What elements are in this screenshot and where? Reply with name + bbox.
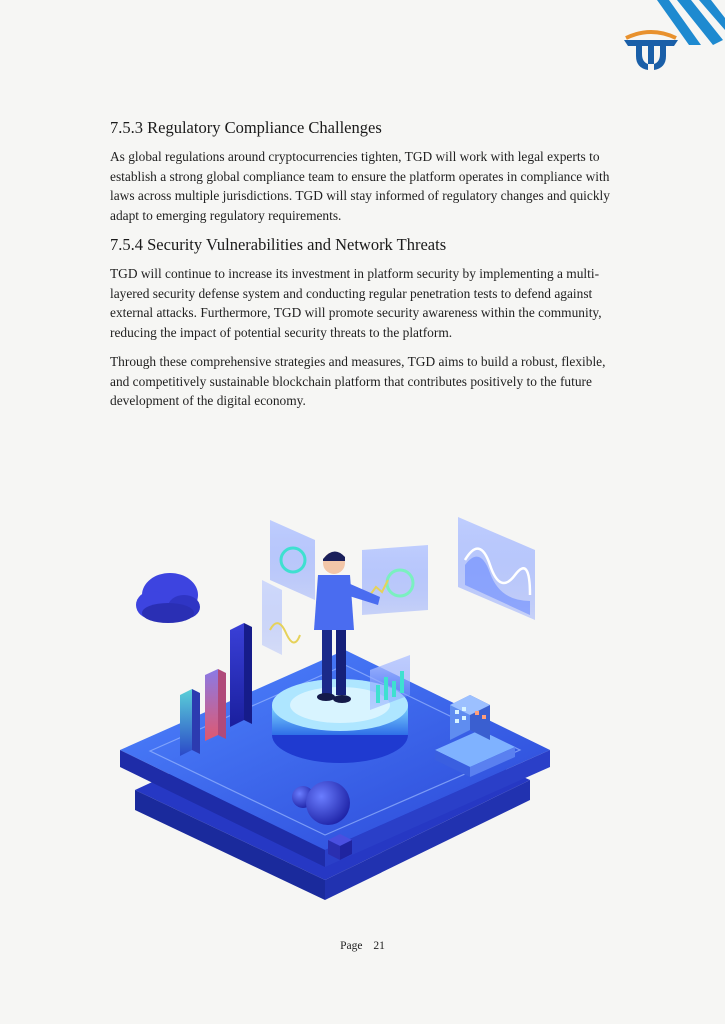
page-footer [0,940,725,952]
section-heading-security: 7.5.4 Security Vulnerabilities and Network Threats [110,235,447,254]
tgd-logo [620,24,682,72]
isometric-tech-illustration [110,505,560,915]
page-number: 21 [373,940,385,952]
paragraph-security: TGD will continue to increase its investment in platform security by implementing a multi-layered security defense system and conducting regular penetration tests to defend against external attacks. Furthermore, TGD will promote security awareness within the community, reducing the impact of potential security threats to the platform. [110,266,602,340]
section-heading-regulatory: 7.5.3 Regulatory Compliance Challenges [110,118,382,137]
page-label: Page [340,940,363,952]
paragraph-conclusion: Through these comprehensive strategies and measures, TGD aims to build a robust, flexible, and competitively sustainable blockchain platform that contributes positively to the future development of the digital economy. [110,354,606,408]
floating-gauge-panel [262,520,315,655]
floating-line-chart-panel [458,517,535,620]
floating-screen-panel [362,545,428,615]
paragraph-regulatory: As global regulations around cryptocurrencies tighten, TGD will work with legal experts to establish a strong global compliance team to ensure the platform operates in compliance with laws across multiple jurisdictions. TGD will stay informed of regulatory changes and quickly adapt to emerging regulatory requirements. [110,149,610,223]
document-body [110,118,620,421]
cloud-icon [136,573,200,623]
